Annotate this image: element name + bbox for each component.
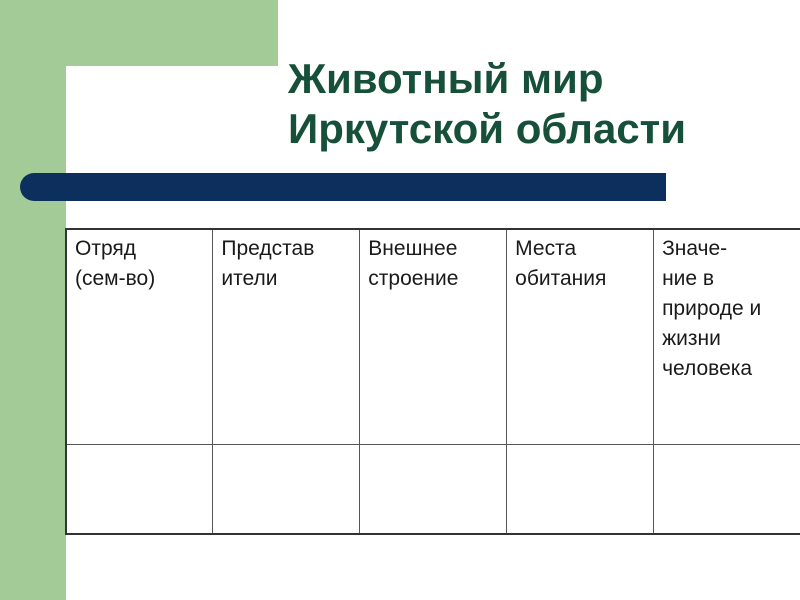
decorative-navy-bar — [20, 173, 666, 201]
header-cell-order — [66, 229, 213, 445]
table-row — [66, 445, 800, 535]
header-cell-habitat — [507, 229, 654, 445]
table-cell — [66, 445, 213, 535]
header-cell-significance — [654, 229, 800, 445]
table-header-row — [66, 229, 800, 445]
header-cell-structure — [360, 229, 507, 445]
table-cell — [654, 445, 800, 535]
table-cell — [360, 445, 507, 535]
header-structure-label: Внешнее строение — [368, 237, 459, 290]
decorative-rounded-corner — [66, 66, 126, 126]
slide-title-line-2: Иркутской области — [288, 105, 687, 152]
content-table-container — [65, 228, 800, 526]
animal-table — [65, 228, 800, 535]
slide-title-line-1: Животный мир — [288, 55, 604, 102]
slide-title — [288, 54, 686, 154]
header-habitat-label: Места обитания — [515, 237, 607, 290]
header-order-label: Отряд (сем-во) — [75, 237, 156, 290]
header-significance-label: Значе- ние в природе и жизни человека — [662, 237, 762, 380]
table-cell — [507, 445, 654, 535]
header-cell-representatives — [213, 229, 360, 445]
header-representatives-label: Представ ители — [221, 237, 315, 290]
decorative-green-sidebar — [0, 0, 66, 600]
decorative-green-header — [0, 0, 278, 66]
table-cell — [213, 445, 360, 535]
